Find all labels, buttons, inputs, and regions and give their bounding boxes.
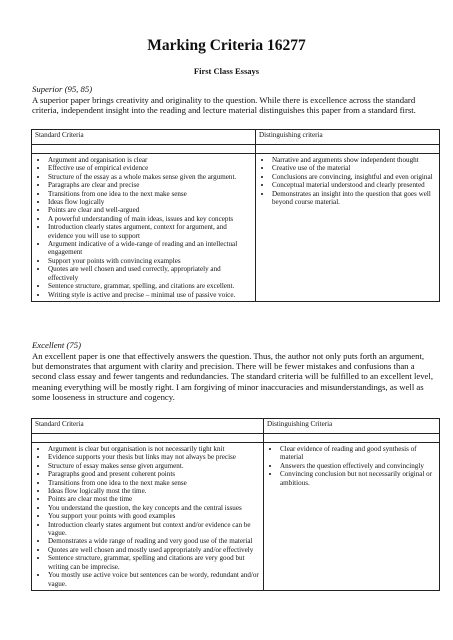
list-item: • Evidence supports your thesis but links may not always be precise bbox=[48, 453, 260, 461]
list-item: • Demonstrates a wide range of reading and very good use of the material bbox=[48, 537, 260, 545]
list-item: • Convincing conclusion but not necessarily original or ambitious. bbox=[280, 470, 436, 487]
excellent-distinguishing-header: Distinguishing Criteria bbox=[264, 419, 440, 434]
list-item: • Clear evidence of reading and good synthesis of material bbox=[280, 445, 436, 462]
document-subtitle: First Class Essays bbox=[193, 66, 260, 76]
superior-distinguishing-header: Distinguishing criteria bbox=[256, 130, 440, 145]
list-item: • A powerful understanding of main ideas, issues and key concepts bbox=[48, 215, 252, 223]
superior-grade-heading: Superior (95, 85) bbox=[32, 84, 93, 94]
list-item: • Effective use of empirical evidence bbox=[48, 164, 252, 172]
list-item: • Support your points with convincing examples bbox=[48, 257, 252, 265]
list-item: • Argument and organisation is clear bbox=[48, 156, 252, 164]
superior-description: A superior paper brings creativity and originality to the question. While there is excellence across the standard criteria, independent insight into the reading and lecture material distinguishes this paper from a standard first. bbox=[32, 95, 416, 116]
excellent-distinguishing-list bbox=[267, 445, 436, 487]
list-item: • Paragraphs good and present coherent points bbox=[48, 470, 260, 478]
list-item: • Ideas flow logically bbox=[48, 198, 252, 206]
list-item: • Introduction clearly states argument, context for argument, and evidence you will use to support bbox=[48, 223, 252, 240]
superior-standard-list bbox=[35, 156, 252, 299]
list-item: • You support your points with good examples bbox=[48, 512, 260, 520]
list-item: • Transitions from one idea to the next make sense bbox=[48, 479, 260, 487]
document-title: Marking Criteria 16277 bbox=[147, 37, 306, 54]
excellent-criteria-table bbox=[31, 418, 440, 591]
list-item: • You mostly use active voice but sentences can be wordy, redundant and/or vague. bbox=[48, 571, 260, 588]
list-item: • Writing style is active and precise – minimal use of passive voice. bbox=[48, 291, 252, 299]
excellent-description: An excellent paper is one that effectively answers the question. Thus, the author not only puts forth an argument, but demonstrates that argument with clarity and precision. There will be fewer mistakes and confusions than a second class essay and fewer tangents and redundancies. The standard criteria will be fulfilled to an excellent level, meaning everything will be mostly right. I am forgiving of minor inaccuracies and misunderstandings, as well as some looseness in structure and cogency. bbox=[32, 351, 433, 402]
list-item: • Structure of essay makes sense given argument. bbox=[48, 462, 260, 470]
excellent-standard-header: Standard Criteria bbox=[32, 419, 264, 434]
list-item: • Creative use of the material bbox=[272, 164, 436, 172]
list-item: • You understand the question, the key concepts and the central issues bbox=[48, 504, 260, 512]
list-item: • Ideas flow logically most the time. bbox=[48, 487, 260, 495]
list-item: • Sentence structure, grammar, spelling and citations are very good but writing can be imprecise. bbox=[48, 554, 260, 571]
list-item: • Demonstrates an insight into the question that goes well beyond course material. bbox=[272, 190, 436, 207]
list-item: • Points are clear and well-argued bbox=[48, 206, 252, 214]
list-item: • Conclusions are convincing, insightful and even original bbox=[272, 173, 436, 181]
list-item: • Narrative and arguments show independent thought bbox=[272, 156, 436, 164]
list-item: • Introduction clearly states argument but context and/or evidence can be vague. bbox=[48, 521, 260, 538]
list-item: • Paragraphs are clear and precise bbox=[48, 181, 252, 189]
list-item: • Answers the question effectively and convincingly bbox=[280, 462, 436, 470]
superior-standard-header: Standard Criteria bbox=[32, 130, 256, 145]
list-item: • Quotes are well chosen and mostly used appropriately and/or effectively bbox=[48, 546, 260, 554]
list-item: • Transitions from one idea to the next make sense bbox=[48, 190, 252, 198]
list-item: • Argument is clear but organisation is not necessarily tight knit bbox=[48, 445, 260, 453]
superior-distinguishing-cell bbox=[256, 154, 440, 302]
list-item: • Conceptual material understood and clearly presented bbox=[272, 181, 436, 189]
list-item: • Structure of the essay as a whole makes sense given the argument. bbox=[48, 173, 252, 181]
excellent-grade-heading: Excellent (75) bbox=[32, 340, 81, 350]
list-item: • Argument indicative of a wide-range of reading and an intellectual engagement bbox=[48, 240, 252, 257]
list-item: • Sentence structure, grammar, spelling, and citations are excellent. bbox=[48, 282, 252, 290]
excellent-standard-cell bbox=[32, 443, 264, 591]
superior-distinguishing-list bbox=[259, 156, 436, 206]
excellent-standard-list bbox=[35, 445, 260, 588]
superior-standard-cell bbox=[32, 154, 256, 302]
excellent-distinguishing-cell bbox=[264, 443, 440, 591]
list-item: • Quotes are well chosen and used correctly, appropriately and effectively bbox=[48, 265, 252, 282]
list-item: • Points are clear most the time bbox=[48, 495, 260, 503]
superior-criteria-table bbox=[31, 129, 440, 302]
